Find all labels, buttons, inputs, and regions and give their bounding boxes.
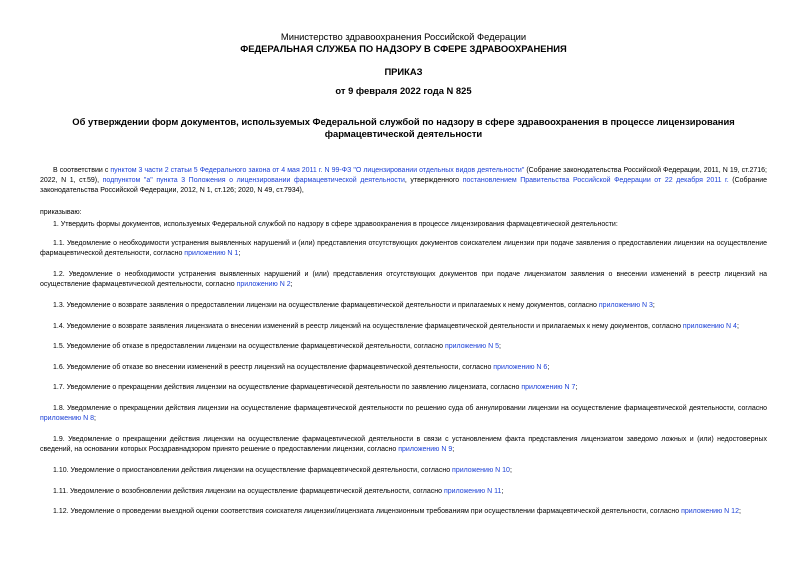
list-item [40,270,767,290]
list-item [40,363,767,373]
appendix-1-link[interactable]: приложению N 1 [184,250,239,258]
item-tail: ; [94,415,96,423]
item-tail: ; [509,467,512,474]
service-name: ФЕДЕРАЛЬНАЯ СЛУЖБА ПО НАДЗОРУ В СФЕРЕ ЗДРАВООХРАНЕНИЯ [240,43,567,54]
list-item [40,435,767,455]
item-tail: ; [501,488,504,495]
item-text: 1.5. Уведомление об отказе в предоставлении лицензии на осуществление фармацевтической деятельности, согласно [53,343,445,350]
appendix-9-link[interactable]: приложению N 9 [398,446,453,454]
document-type: ПРИКАЗ [384,66,423,77]
appendix-8-link[interactable]: приложению N 8 [40,415,95,423]
appendix-10-link[interactable]: приложению N 10 [452,467,510,474]
item-text: 1.9. Уведомление о прекращении действия лицензии на осуществление фармацевтической деятельности в связи с установлением факта представления лицензиатом заведомо ложных и (или) недостоверных сведений, на основании которых Росздравнадзором принято решение о предоставлении лицензии, согласно [40,436,767,454]
regulation-link[interactable]: подпунктом "а" пункта 3 Положения о лицензировании фармацевтической деятельности [102,177,405,185]
item-tail: ; [547,364,550,371]
ministry-name: Министерство здравоохранения Российской Федерации [280,31,527,42]
item-text: 1.3. Уведомление о возврате заявления о предоставлении лицензии на осуществление фармацевтической деятельности и прилагаемых к нему документов, согласно [53,302,599,309]
law-99fz-link[interactable]: пунктом 3 части 2 статьи 5 Федерального закона от 4 мая 2011 г. N 99-ФЗ "О лицензировании отдельных видов деятельности" [110,167,525,174]
item-1: 1. Утвердить формы документов, используемых Федеральной службой по надзору в сфере здравоохранения в процессе лицензирования фармацевтической деятельности: [53,221,618,228]
list-item [40,466,767,476]
preamble-text-2: (Собрание законодательства Российской Федерации, 2011, N 19, ст.2716; 2022, N 1, ст.59), [40,167,767,185]
list-item [40,322,767,332]
appendix-6-link[interactable]: приложению N 6 [493,364,548,371]
appendix-12-link[interactable]: приложению N 12 [681,508,739,515]
item-text: 1.4. Уведомление о возврате заявления лицензиата о внесении изменений в реестр лицензий на осуществление фармацевтической деятельности и прилагаемых к нему документов, согласно [53,323,683,330]
document-title: Об утверждении форм документов, используемых Федеральной службой по надзору в сфере здравоохранения в процессе лицензирования фармацевтической деятельности [72,116,735,139]
list-item [40,487,767,497]
preamble-text-3: , утвержденного [404,177,463,185]
government-decree-link[interactable]: постановлением Правительства Российской Федерации от 22 декабря 2011 г. [462,177,729,185]
list-item [40,301,767,311]
item-text: 1.11. Уведомление о возобновлении действия лицензии на осуществление фармацевтической деятельности, согласно [53,488,444,495]
document-date-number: от 9 февраля 2022 года N 825 [335,85,472,96]
appendix-3-link[interactable]: приложению N 3 [598,302,653,309]
item-text: 1.8. Уведомление о прекращении действия лицензии на осуществление фармацевтической деятельности по решению суда об аннулировании лицензии на осуществление фармацевтической деятельности, согласно [53,405,767,412]
item-tail: ; [738,508,741,515]
item-text: 1.2. Уведомление о необходимости устранения выявленных нарушений и (или) представления отсутствующих документов при подаче лицензиатом заявления о внесении изменений в реестр лицензий на осуществление фармацевтической деятельности, согласно [40,271,767,289]
preamble-text-1: В соответствии с [53,167,111,174]
list-item [40,342,767,352]
preamble-paragraph [40,166,767,197]
appendix-4-link[interactable]: приложению N 4 [682,323,737,330]
preamble-text-4: (Собрание законодательства Российской Федерации, 2012, N 1, ст.126; 2020, N 49, ст.7934), [40,177,767,195]
item-text: 1.1. Уведомление о необходимости устранения выявленных нарушений и (или) представления отсутствующих документов соискателем лицензии при подаче заявления о предоставлении лицензии на осуществление фармацевтической деятельности, согласно [40,240,767,258]
appendix-11-link[interactable]: приложению N 11 [444,488,502,495]
item-tail: ; [652,302,655,309]
list-item [40,404,767,424]
item-tail: ; [498,343,501,350]
item-tail: ; [452,446,455,454]
appendix-5-link[interactable]: приложению N 5 [444,343,499,350]
list-item [40,239,767,259]
order-word: приказываю: [40,209,82,216]
item-text: 1.10. Уведомление о приостановлении действия лицензии на осуществление фармацевтической деятельности, согласно [53,467,453,474]
item-tail: ; [290,281,293,289]
appendix-7-link[interactable]: приложению N 7 [521,384,576,391]
item-tail: ; [736,323,739,330]
appendix-2-link[interactable]: приложению N 2 [236,281,291,289]
item-text: 1.12. Уведомление о проведении выездной оценки соответствия соискателя лицензии/лицензиата лицензионным требованиям при осуществлении фармацевтической деятельности, согласно [53,508,682,515]
list-item [40,383,767,393]
list-item [40,507,767,517]
item-tail: ; [575,384,578,391]
item-text: 1.7. Уведомление о прекращении действия лицензии на осуществление фармацевтической деятельности по заявлению лицензиата, согласно [53,384,522,391]
item-text: 1.6. Уведомление об отказе во внесении изменений в реестр лицензий на осуществление фармацевтической деятельности, согласно [53,364,494,371]
item-tail: ; [238,250,241,258]
